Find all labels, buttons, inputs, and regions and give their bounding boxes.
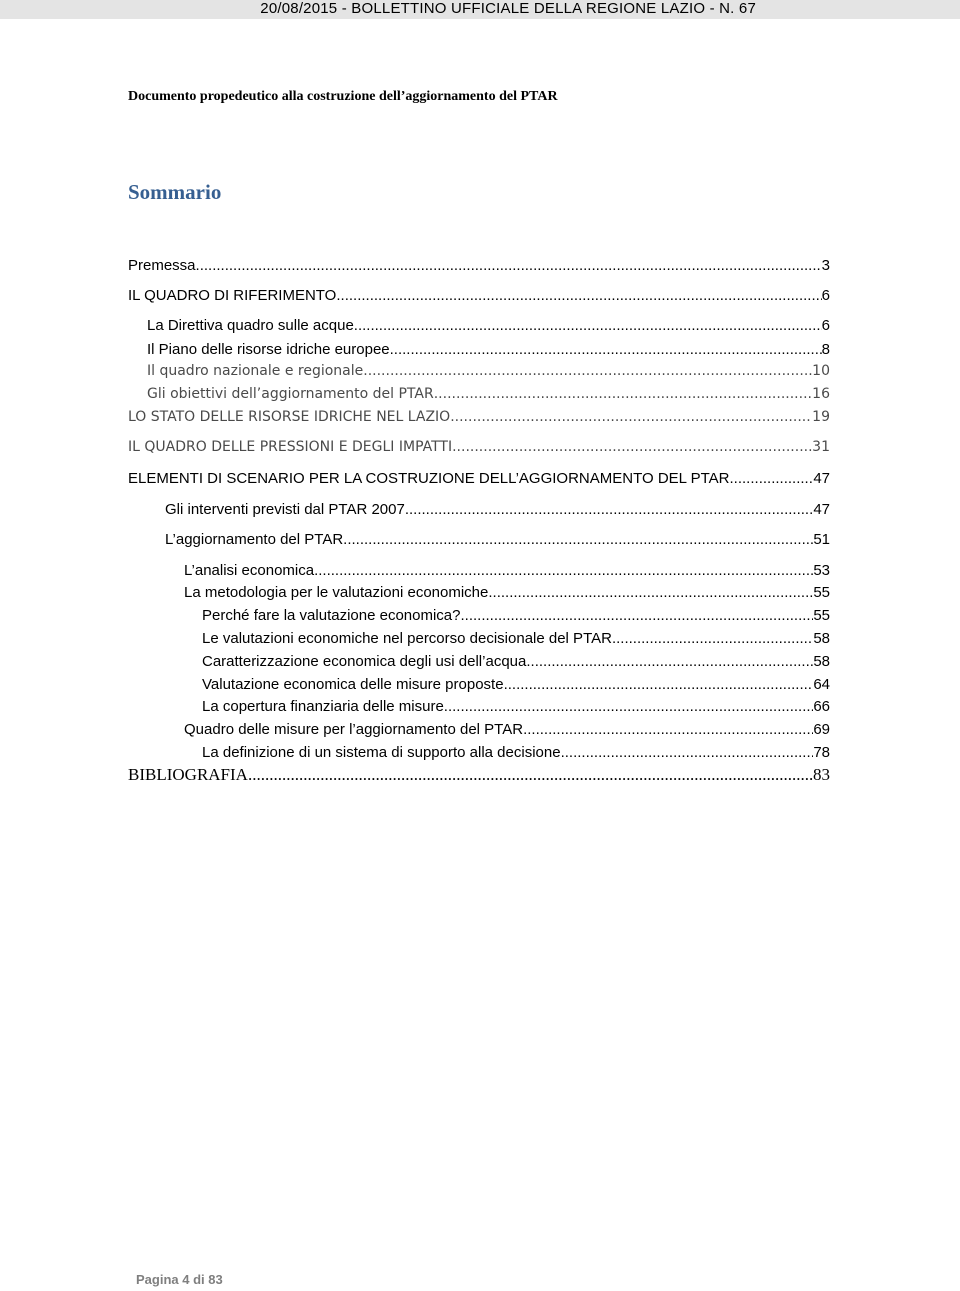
toc-entry-title: Il quadro nazionale e regionale xyxy=(147,363,364,379)
toc-entry-page: 6 xyxy=(821,317,830,334)
toc-entry-page: 6 xyxy=(821,287,830,304)
toc-entry-title: La definizione di un sistema di supporto alla decisione xyxy=(202,744,561,761)
toc-dot-leader xyxy=(405,501,813,518)
toc-entry-page: 8 xyxy=(821,341,830,358)
toc-entry-page: 58 xyxy=(813,630,830,647)
toc-entry-title: L’aggiornamento del PTAR xyxy=(165,531,344,548)
toc-entry-title: La metodologia per le valutazioni economiche xyxy=(184,584,489,601)
gazette-header-text: 20/08/2015 - BOLLETTINO UFFICIALE DELLA REGIONE LAZIO - N. 67 xyxy=(260,0,756,17)
toc-dot-leader xyxy=(526,653,813,670)
toc-entry[interactable] xyxy=(165,501,830,518)
toc-entry[interactable] xyxy=(147,317,830,334)
toc-entry[interactable] xyxy=(184,584,830,601)
toc-entry-title: Premessa xyxy=(128,257,196,274)
toc-entry[interactable] xyxy=(147,363,830,379)
toc-entry[interactable] xyxy=(202,630,830,647)
toc-heading: Sommario xyxy=(128,180,222,204)
toc-dot-leader xyxy=(354,317,822,334)
toc-entry-page: 47 xyxy=(813,470,830,487)
toc-dot-leader xyxy=(523,721,813,738)
toc-dot-leader xyxy=(343,531,813,548)
toc-entry-page: 69 xyxy=(813,721,830,738)
document-title: Documento propedeutico alla costruzione dell’aggiornamento del PTAR xyxy=(128,89,558,104)
toc-dot-leader xyxy=(363,363,812,379)
toc-entry[interactable] xyxy=(128,409,830,425)
toc-entry[interactable] xyxy=(184,721,830,738)
toc-entry-page: 3 xyxy=(821,257,830,274)
toc-dot-leader xyxy=(504,676,814,693)
toc-entry-title: IL QUADRO DI RIFERIMENTO xyxy=(128,287,337,304)
toc-entry-title: BIBLIOGRAFIA xyxy=(128,765,248,784)
toc-entry-page: 78 xyxy=(813,744,830,761)
toc-dot-leader xyxy=(461,607,814,624)
toc-entry-title: Gli obiettivi dell’aggiornamento del PTAR xyxy=(147,386,434,402)
toc-dot-leader xyxy=(488,584,813,601)
toc-entry-title: LO STATO DELLE RISORSE IDRICHE NEL LAZIO xyxy=(128,409,451,425)
toc-entry-page: 51 xyxy=(813,531,830,548)
toc-entry[interactable] xyxy=(128,257,830,274)
toc-entry-title: Valutazione economica delle misure proposte xyxy=(202,676,504,693)
toc-dot-leader xyxy=(450,409,812,425)
toc-dot-leader xyxy=(444,698,814,715)
toc-dot-leader xyxy=(730,470,814,487)
toc-entry-title: ELEMENTI DI SCENARIO PER LA COSTRUZIONE DELL’AGGIORNAMENTO DEL PTAR xyxy=(128,470,730,487)
toc-entry[interactable] xyxy=(128,470,830,487)
toc-entry[interactable] xyxy=(202,607,830,624)
toc-dot-leader xyxy=(314,562,813,579)
toc-entry-page: 19 xyxy=(812,409,830,425)
toc-dot-leader xyxy=(390,341,822,358)
toc-dot-leader xyxy=(452,439,812,455)
toc-dot-leader xyxy=(434,386,812,402)
toc-entry-page: 10 xyxy=(812,363,830,379)
toc-entry[interactable] xyxy=(128,287,830,304)
toc-entry-page: 55 xyxy=(813,584,830,601)
toc-dot-leader xyxy=(561,744,814,761)
toc-entry-page: 58 xyxy=(813,653,830,670)
toc-dot-leader xyxy=(336,287,821,304)
toc-entry-title: Perché fare la valutazione economica? xyxy=(202,607,461,624)
toc-entry-page: 55 xyxy=(813,607,830,624)
toc-entry[interactable] xyxy=(128,765,830,785)
toc-dot-leader xyxy=(196,257,822,274)
toc-entry[interactable] xyxy=(202,676,830,693)
toc-entry-page: 16 xyxy=(812,386,830,402)
toc-dot-leader xyxy=(248,765,813,785)
toc-entry[interactable] xyxy=(202,653,830,670)
toc-entry-title: Il Piano delle risorse idriche europee xyxy=(147,341,390,358)
toc-entry[interactable] xyxy=(128,439,830,455)
toc-entry-page: 66 xyxy=(813,698,830,715)
page-number-footer: Pagina 4 di 83 xyxy=(136,1272,223,1287)
toc-entry-title: La Direttiva quadro sulle acque xyxy=(147,317,354,334)
toc-entry-page: 47 xyxy=(813,501,830,518)
toc-entry-page: 83 xyxy=(813,765,830,784)
toc-entry-title: L’analisi economica xyxy=(184,562,315,579)
toc-entry-title: La copertura finanziaria delle misure xyxy=(202,698,444,715)
toc-entry[interactable] xyxy=(147,386,830,402)
toc-entry[interactable] xyxy=(165,531,830,548)
toc-entry[interactable] xyxy=(184,562,830,579)
toc-entry-page: 64 xyxy=(813,676,830,693)
toc-entry[interactable] xyxy=(202,698,830,715)
toc-dot-leader xyxy=(612,630,813,647)
toc-entry-title: Quadro delle misure per l’aggiornamento del PTAR xyxy=(184,721,524,738)
toc-entry-title: IL QUADRO DELLE PRESSIONI E DEGLI IMPATTI xyxy=(128,439,453,455)
toc-entry-page: 53 xyxy=(813,562,830,579)
toc-entry-page: 31 xyxy=(812,439,830,455)
toc-entry[interactable] xyxy=(147,341,830,358)
toc-entry[interactable] xyxy=(202,744,830,761)
toc-entry-title: Caratterizzazione economica degli usi dell’acqua xyxy=(202,653,527,670)
toc-entry-title: Le valutazioni economiche nel percorso decisionale del PTAR xyxy=(202,630,612,647)
toc-entry-title: Gli interventi previsti dal PTAR 2007 xyxy=(165,501,405,518)
